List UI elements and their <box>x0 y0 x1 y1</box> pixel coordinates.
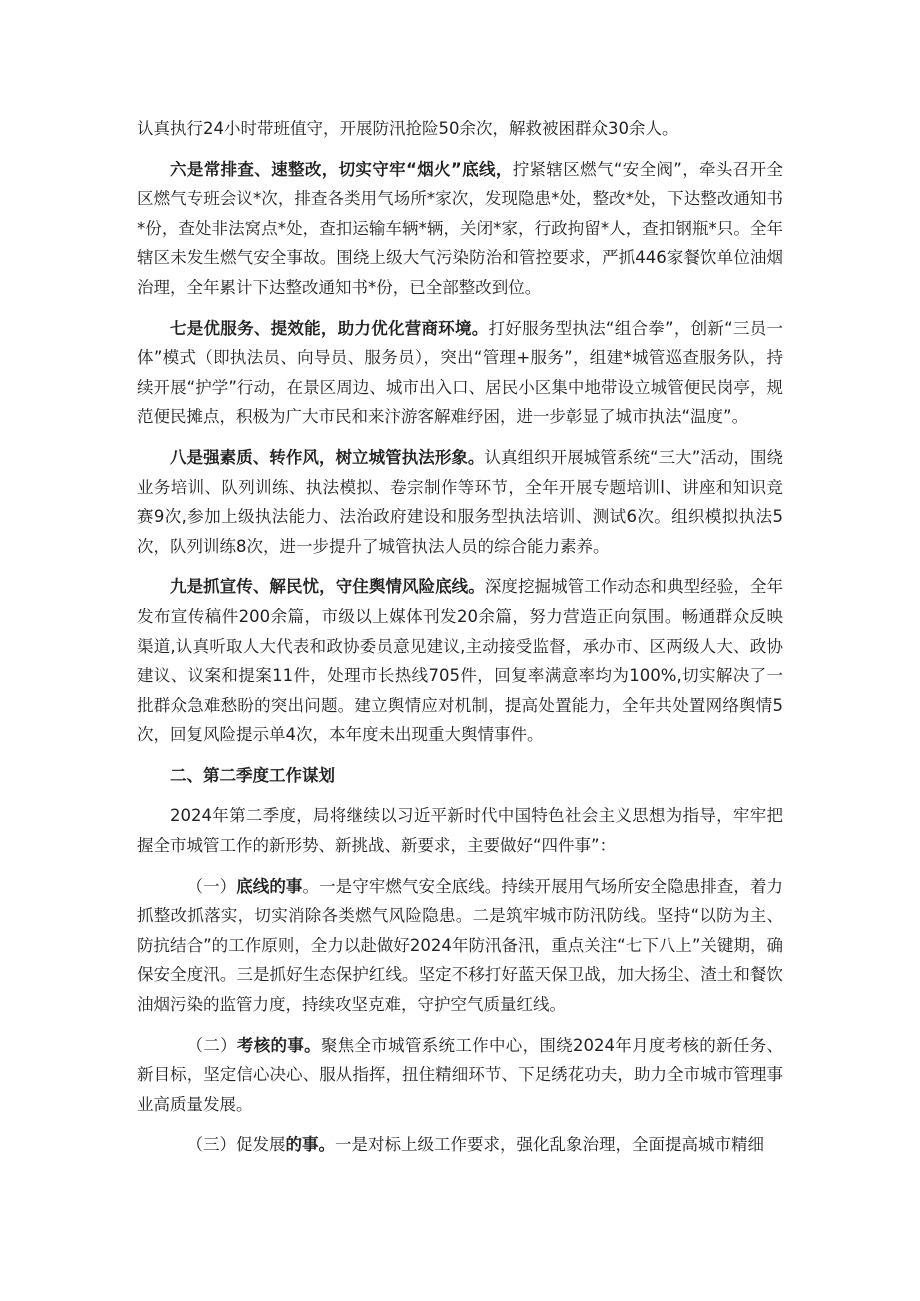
section-heading-q2-plan <box>137 761 783 791</box>
paragraph-text: 聚焦全市城管系统工作中心，围绕2024年月度考核的新任务、新目标，坚定信心决心、服从指挥，扭住精细环节、下足绣花功夫，助力全市城市管理事业高质量发展。 <box>137 1035 784 1114</box>
document-body <box>137 114 783 1171</box>
paragraph-text: 认真组织开展城管系统“三大”活动，围绕业务培训、队列训练、执法模拟、卷宗制作等环节，全年开展专题培训l、讲座和知识竞赛9次,参加上级执法能力、法治政府建设和服务型执法培训、测试6次。组织模拟执法5次，队列训练8次，进一步提升了城管执法人员的综合能力素养。 <box>137 447 784 556</box>
paragraph-public-opinion <box>137 572 783 750</box>
paragraph-development <box>137 1130 783 1160</box>
paragraph-prefix: （三）促发展 <box>186 1135 286 1155</box>
paragraph-bottom-line <box>137 872 783 1020</box>
paragraph-text: 2024年第二季度，局将继续以习近平新时代中国特色社会主义思想为指导，牢牢把握全市城管工作的新形势、新挑战、新要求，主要做好“四件事”： <box>137 806 783 856</box>
section-title: 二、第二季度工作谋划 <box>170 765 335 785</box>
paragraph-heading: 底线的事 <box>236 876 303 896</box>
paragraph-gas-safety <box>137 155 783 303</box>
paragraph-prefix: （二） <box>186 1035 237 1055</box>
paragraph-flood-rescue <box>137 114 783 144</box>
paragraph-text: 认真执行24小时带班值守，开展防汛抢险50余次，解救被困群众30余人。 <box>137 119 679 138</box>
paragraph-heading: 九是抓宣传、解民忧，守住舆情风险底线。 <box>170 577 485 597</box>
paragraph-enforcement-image <box>137 443 783 561</box>
paragraph-heading: 考核的事。 <box>236 1035 321 1055</box>
paragraph-business-environment <box>137 314 783 432</box>
paragraph-heading: 六是常排查、速整改，切实守牢“烟火”底线， <box>170 159 513 179</box>
paragraph-text: 深度挖掘城管工作动态和典型经验，全年发布宣传稿件200余篇，市级以上媒体刊发20余篇，努力营造正向氛围。畅通群众反映渠道,认真听取人大代表和政协委员意见建议,主动接受监督，承办市、区两级人大、政协建议、议案和提案11件，处理市长热线705件，回复率满意率均为100%,切实解决了一批群众急难愁盼的突出问题。建立舆情应对机制，提高处置能力，全年共处置网络舆情5次，回复风险提示单4次，本年度未出现重大舆情事件。 <box>137 577 784 745</box>
paragraph-text: 。一是守牢燃气安全底线。持续开展用气场所安全隐患排查，着力抓整改抓落实，切实消除各类燃气风险隐患。二是筑牢城市防汛防线。坚持“以防为主、防抗结合”的工作原则，全力以赴做好2024年防汛备汛，重点关注“七下八上”关键期，确保安全度汛。三是抓好生态保护红线。坚定不移打好蓝天保卫战，加大扬尘、渣土和餐饮油烟污染的监管力度，持续攻坚克难，守护空气质量红线。 <box>137 876 784 1015</box>
paragraph-heading: 七是优服务、提效能，助力优化营商环境。 <box>170 318 489 338</box>
paragraph-q2-intro <box>137 801 783 860</box>
paragraph-prefix: （一） <box>186 876 237 896</box>
paragraph-text: 打好服务型执法“组合拳”，创新“三员一体”模式（即执法员、向导员、服务员），突出“管理+服务”，组建*城管巡查服务队，持续开展“护学”行动，在景区周边、城市出入口、居民小区集中地带设立城管便民岗亭，规范便民摊点，积极为广大市民和来汴游客解难纾困，进一步彰显了城市执法“温度”。 <box>137 318 783 427</box>
paragraph-text: 一是对标上级工作要求，强化乱象治理，全面提高城市精细 <box>335 1135 764 1155</box>
paragraph-assessment <box>137 1031 783 1120</box>
paragraph-text: 拧紧辖区燃气“安全阀”，牵头召开全区燃气专班会议*次，排查各类用气场所*家次，发现隐患*处，整改*处，下达整改通知书*份，查处非法窝点*处，查扣运输车辆*辆，关闭*家，行政拘留*人，查扣钢瓶*只。全年辖区未发生燃气安全事故。围绕上级大气污染防治和管控要求，严抓446家餐饮单位油烟治理，全年累计下达整改通知书*份，已全部整改到位。 <box>137 159 783 297</box>
paragraph-heading: 八是强素质、转作风，树立城管执法形象。 <box>170 447 485 467</box>
paragraph-heading: 的事。 <box>285 1135 335 1155</box>
